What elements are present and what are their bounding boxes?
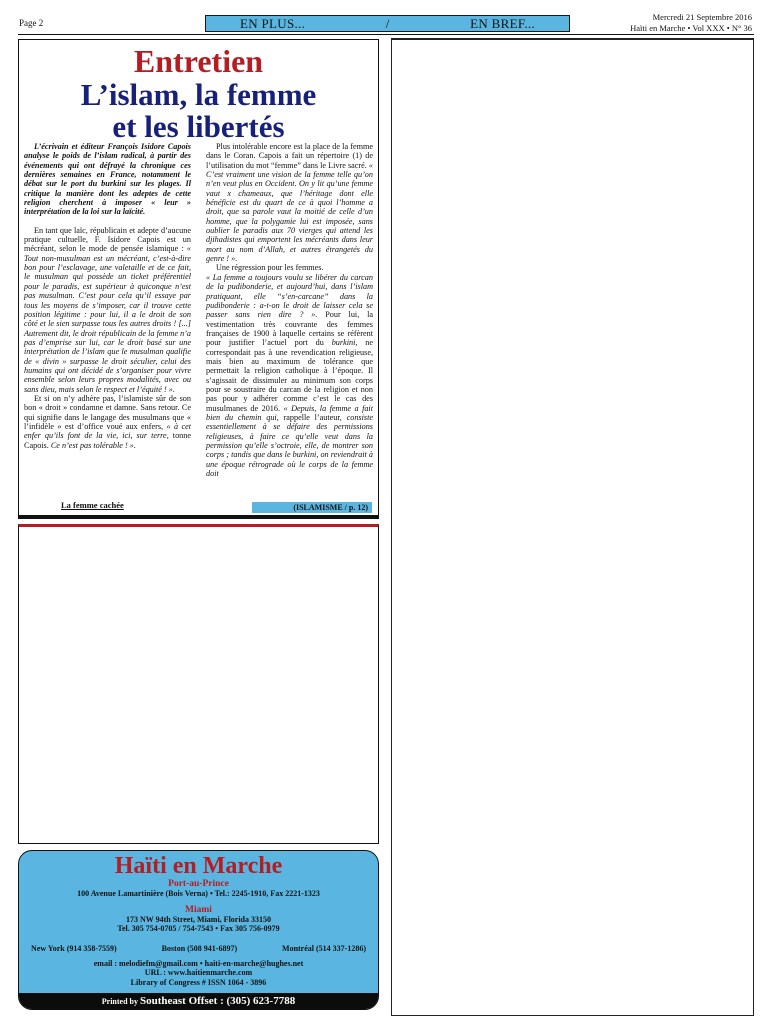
article-column-2 [206, 142, 373, 478]
article-lead: L’écrivain et éditeur François Isidore Capois analyse le poids de l’islam radical, à partir des événements qui ont défrayé la chronique ces dernières semaines en France, notamment le débat sur le port du burkini sur les plages. Il critique la manière dont les adeptes de cette religion cherchent à imposer « leur » interprétation de la loi sur la laïcité. [24, 142, 191, 217]
article-subhead: La femme cachée [61, 500, 124, 510]
masthead-bureaus [19, 944, 378, 953]
article-headline-line2: et les libertés [112, 109, 285, 144]
masthead-city-miami: Miami [185, 904, 212, 915]
masthead-email: email : melodiefm@gmail.com • haiti-en-marche@hughes.net [93, 958, 304, 968]
article-paragraph: « La femme a toujours voulu se libérer du carcan de la pudibonderie, et aujourd’hui, dans l’islam pratiquant, elle “s’en-carcane” dans la pudibonderie : a-t-on le droit de laisser cela se passer sans rien dire ? ». Pour lui, la vestimentation très couvrante des femmes françaises de 1900 à laquelle certains se réfèrent pour justifier l’actuel port du burkini, ne correspondait pas à une revendication religieuse, mais bien au maximum de tolérance que permettait la religion catholique à l’époque. Il s’agissait de dissimuler au minimum son corps pour se soustraire du carcan de la religion et non pas pour y adhérer comme c’est le cas des musulmanes de 2016. « Depuis, la femme a fait bien du chemin qui, rappelle l’auteur, consiste essentiellement à se défaire des permissions religieuses, à faire ce qu’elle veut dans la permission qu’elle s’octroie, elle, de montrer son corps ; tandis que dans le burkini, on reviendrait à une époque rétrograde où le corps de la femme doit [206, 272, 373, 479]
masthead-phone-miami: Tel. 305 754-0705 / 754-7543 • Fax 305 756-0979 [117, 924, 280, 933]
banner-separator: / [385, 15, 390, 31]
continued-link[interactable]: (ISLAMISME / p. 12) [252, 502, 372, 513]
bureau-boston: Boston (508 941-6897) [161, 943, 238, 953]
banner-left-label: EN PLUS... [240, 15, 306, 31]
masthead-address-port-au-prince: 100 Avenue Lamartinière (Bois Verna) • Tel.: 2245-1910, Fax 2221-1323 [77, 889, 320, 898]
article-box [18, 39, 379, 519]
masthead-issn: Library of Congress # ISSN 1064 - 3896 [130, 977, 267, 987]
masthead-box [18, 850, 379, 1010]
article-column-1 [24, 142, 191, 478]
article-headline-line1: L’islam, la femme [80, 77, 317, 112]
article-columns [24, 142, 373, 478]
masthead-title: Haïti en Marche [114, 853, 283, 879]
section-banner [205, 15, 570, 32]
bureau-new-york: New York (914 358-7559) [31, 943, 117, 953]
bureau-montreal: Montréal (514 337-1286) [282, 943, 366, 953]
article-paragraph: En tant que laïc, républicain et adepte d’aucune pratique cultuelle, F. Isidore Capois est un mécréant, selon le mode de pensée islamique : « Tout non-musulman est un mécréant, c’est-à-dire bon pour l’esclavage, une valetaille et de ce fait, le musulman qui possède un ticket préférentiel pour le paradis, est supérieur à quiconque n’est pas musulman. C’est pour cela qu’il essaye par tous les moyens de s’imposer, car il trouve cette position légitime : pour lui, il a le droit de son côté et le sien surpasse tous les autres droits ! [...] Autrement dit, le droit républicain de la femme n’a pas d’emprise sur lui, car le droit basé sur une interprétation de l’islam que le musulman qualifie de « divin » surpasse le droit séculier, celui des humains qui ont décidé de s’organiser pour vivre ensemble selon leurs propres modalités, avec ou sans dieu, mais selon le respect et l’équité ! ». [24, 225, 191, 394]
ad-space-left [18, 524, 379, 844]
article-kicker: Entretien [133, 43, 264, 79]
issue-date: Mercredi 21 Septembre 2016 [652, 12, 752, 22]
article-paragraph: Et si on n’y adhère pas, l’islamiste sûr de son bon « droit » condamne et damne. Sans retour. Ce qui signifie dans le langage des musulmans que « l’infidèle » est d’office voué aux enfers, « à cet enfer qu’ils font de la vie, ici, sur terre, tonne Capois. Ce n’est pas tolérable ! ». [24, 393, 192, 450]
banner-right-label: EN BREF... [470, 15, 535, 31]
article-paragraph: Une régression pour les femmes. [216, 263, 324, 273]
issue-volume: Haïti en Marche • Vol XXX • N° 36 [630, 23, 752, 33]
masthead-address-miami: 173 NW 94th Street, Miami, Florida 33150 [125, 914, 272, 924]
page-number: Page 2 [19, 18, 44, 28]
header-rule [18, 34, 754, 35]
article-paragraph: Plus intolérable encore est la place de la femme dans le Coran. Capois a fait un répertoire (1) de l’utilisation du mot “femme” dans le Livre sacré. « C’est vraiment une vision de la femme telle qu’on n’en veut plus en Occident. On y lit qu’une femme vaut x chameaux, que l’héritage dont elle bénéficie est du quart de ce à quoi l’homme a droit, que sa parole vaut la moitié de celle d’un homme, que la polygamie lui est imposée, sans oublier le paradis aux 70 vierges qui attend les djihadistes qui emportent les mécréants dans leur mort au nom d’Allah, et autres étrangetés du genre ! ». [206, 142, 373, 264]
masthead-url: URL : www.haitienmarche.com [144, 968, 253, 977]
issue-info [582, 12, 752, 34]
ad-space-right [391, 38, 754, 1016]
printer-name: Southeast Offset [140, 995, 218, 1007]
masthead-city-port-au-prince: Port-au-Prince [168, 879, 229, 889]
printer-bar: Printed by Southeast Offset : (305) 623-7788 [19, 993, 378, 1009]
